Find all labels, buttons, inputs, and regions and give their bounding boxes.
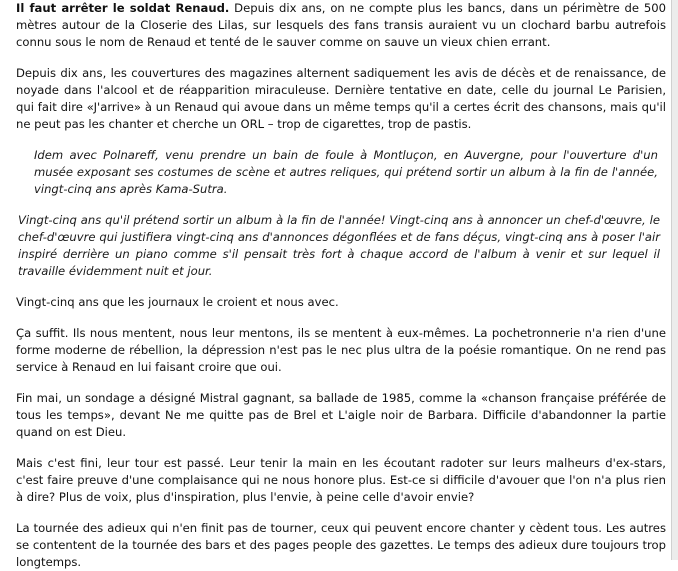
- paragraph-7: La tournée des adieux qui n'en finit pas de tourner, ceux qui peuvent encore chanter y cèdent tous. Les autres se contentent de la tournée des bars et des pages people des gazettes. Le temps des adieux dure toujours trop longtemps.: [16, 521, 666, 569]
- paragraph-3: Vingt-cinq ans que les journaux le croient et nous avec.: [16, 295, 339, 309]
- paragraph-4: Ça suffit. Ils nous mentent, nous leur mentons, ils se mentent à eux-mêmes. La pochetronnerie n'a rien d'une forme moderne de rébellion, la dépression n'est pas le nec plus ultra de la poésie romantique. On ne rend pas service à Renaud en lui faisant croire que oui.: [16, 326, 666, 374]
- paragraph-2: Depuis dix ans, les couvertures des magazines alternent sadiquement les avis de décès et de renaissance, de noyade dans l'alcool et de réapparition miraculeuse. Dernière tentative en date, celle du journal Le Parisien, qui fait dire «J'arrive» à un Renaud qui avoue dans un même temps qu'il a certes écrit des chansons, mais qu'il ne peut pas les chanter et cherche un ORL – trop de cigarettes, trop de pastis.: [16, 66, 666, 131]
- paragraph-1: [16, 0, 666, 51]
- article-lead: Il faut arrêter le soldat Renaud.: [16, 1, 230, 15]
- paragraph-1-body: Depuis dix ans, on ne compte plus les bancs, dans un périmètre de 500 mètres autour de la Closerie des Lilas, sur lesquels des fans transis auraient vu un clochard barbu autrefois connu sous le nom de Renaud et tenté de le sauver comme on sauve un vieux chien errant.: [16, 1, 666, 49]
- vertical-scrollbar[interactable]: [671, 0, 678, 560]
- paragraph-5: Fin mai, un sondage a désigné Mistral gagnant, sa ballade de 1985, comme la «chanson française préférée de tous les temps», devant Ne me quitte pas de Brel et L'aigle noir de Barbara. Difficile d'abandonner la partie quand on est Dieu.: [16, 391, 666, 439]
- quote-polnareff: Idem avec Polnareff, venu prendre un bain de foule à Montluçon, en Auvergne, pour l'ouverture d'un musée exposant ses costumes de scène et autres reliques, qui prétend sortir un album à la fin de l'année, vingt-cinq ans après Kama-Sutra.: [34, 148, 658, 196]
- paragraph-6: Mais c'est fini, leur tour est passé. Leur tenir la main en les écoutant radoter sur leurs malheurs d'ex-stars, c'est faire preuve d'une complaisance qui ne nous honore plus. Est-ce si difficile d'avouer que l'on n'a plus rien à dire? Plus de voix, plus d'inspiration, plus l'envie, à peine celle d'avoir envie?: [16, 456, 666, 504]
- quote-vingt-cinq-ans: Vingt-cinq ans qu'il prétend sortir un album à la fin de l'année! Vingt-cinq ans à annoncer un chef-d'œuvre, le chef-d'œuvre qui justifiera vingt-cinq ans d'annonces dégonflées et de fans déçus, vingt-cinq ans à poser l'air inspiré derrière un piano comme s'il pensait très fort à chaque accord de l'album à venir et sur lequel il travaille évidemment nuit et jour.: [18, 213, 660, 278]
